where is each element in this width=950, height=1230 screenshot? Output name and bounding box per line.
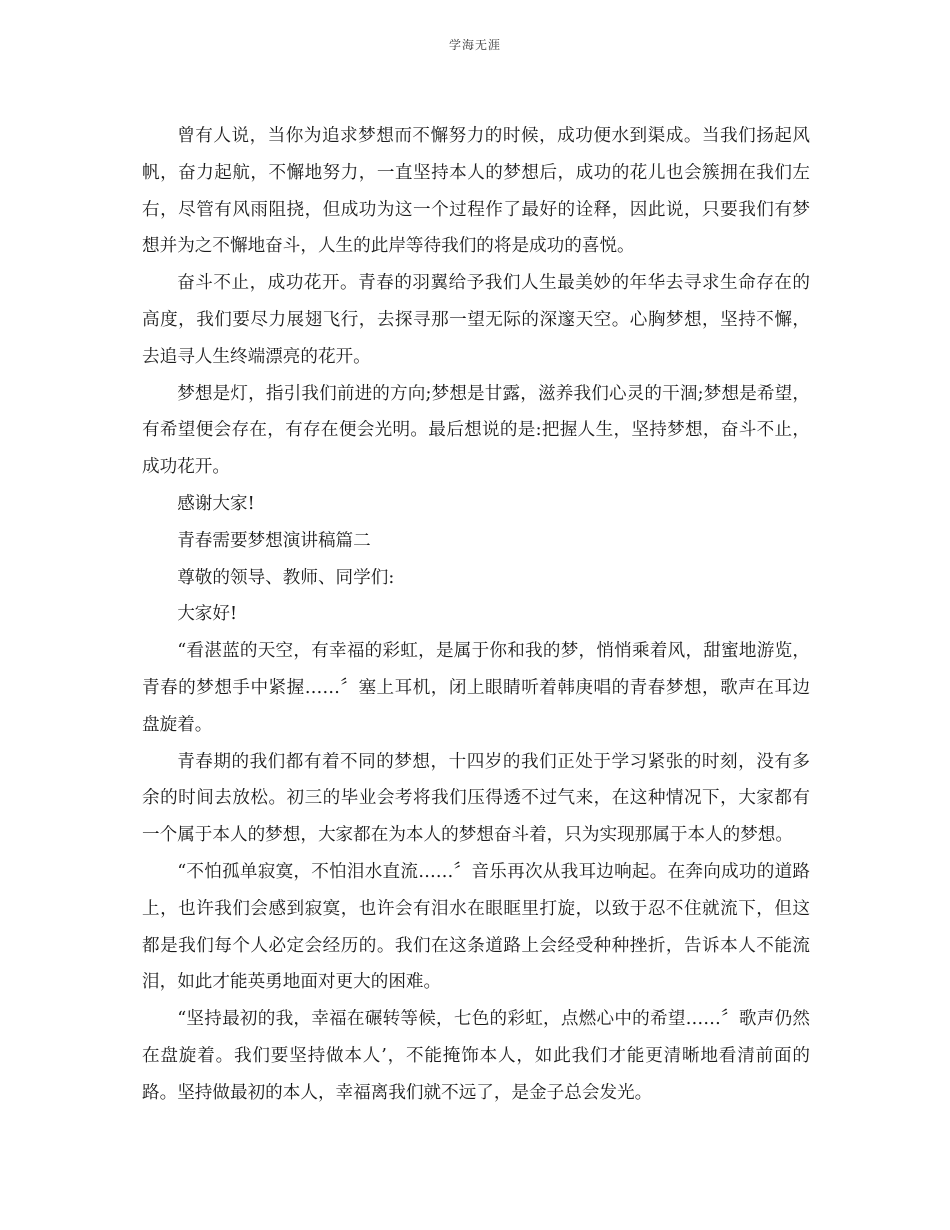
- paragraph-1: 曾有人说，当你为追求梦想而不懈努力的时候，成功便水到渠成。当我们扬起风帆，奋力起航，不懈地努力，一直坚持本人的梦想后，成功的花儿也会簇拥在我们左右，尽管有风雨阻挠，但成功为这一个过程作了最好的诠释，因此说，只要我们有梦想并为之不懈地奋斗，人生的此岸等待我们的将是成功的喜悦。: [142, 126, 810, 257]
- greeting: 大家好!: [177, 604, 238, 625]
- paragraph-5: 青春期的我们都有着不同的梦想，十四岁的我们正处于学习紧张的时刻，没有多余的时间去放松。初三的毕业会考将我们压得透不过气来，在这种情况下，大家都有一个属于本人的梦想，大家都在为本人的梦想奋斗着，只为实现那属于本人的梦想。: [142, 751, 810, 846]
- paragraph-7: “坚持最初的我，幸福在碾转等候，七色的彩虹，点燃心中的希望……〞歌声仍然在盘旋着。我们要坚持做本人’，不能掩饰本人，如此我们才能更清晰地看清前面的路。坚持做最初的本人，幸福离我们就不远了，是金子总会发光。: [142, 1009, 810, 1103]
- document-body: [142, 118, 810, 1112]
- salutation: 尊敬的领导、教师、同学们:: [177, 567, 395, 588]
- paragraph-3: 梦想是灯，指引我们前进的方向;梦想是甘露，滋养我们心灵的干涸;梦想是希望，有希望便会存在，有存在便会光明。最后想说的是:把握人生，坚持梦想，奋斗不止，成功花开。: [142, 383, 810, 478]
- paragraph-thanks: 感谢大家!: [177, 493, 255, 514]
- paragraph-4: “看湛蓝的天空，有幸福的彩虹，是属于你和我的梦，悄悄乘着风，甜蜜地游览，青春的梦想手中紧握……〞塞上耳机，闭上眼睛听着韩庚唱的青春梦想，歌声在耳边盘旋着。: [142, 641, 810, 735]
- paragraph-6: “不怕孤单寂寞，不怕泪水直流……〞音乐再次从我耳边响起。在奔向成功的道路上，也许我们会感到寂寞，也许会有泪水在眼眶里打旋，以致于忍不住就流下，但这都是我们每个人必定会经历的。我们在这条道路上会经受种种挫折，告诉本人不能流泪，如此才能英勇地面对更大的困难。: [142, 861, 810, 993]
- section-title: 青春需要梦想演讲稿篇二: [177, 530, 371, 551]
- paragraph-2: 奋斗不止，成功花开。青春的羽翼给予我们人生最美妙的年华去寻求生命存在的高度，我们要尽力展翅飞行，去探寻那一望无际的深邃天空。心胸梦想，坚持不懈，去追寻人生终端漂亮的花开。: [142, 273, 810, 367]
- page-header: 学海无涯: [448, 38, 501, 52]
